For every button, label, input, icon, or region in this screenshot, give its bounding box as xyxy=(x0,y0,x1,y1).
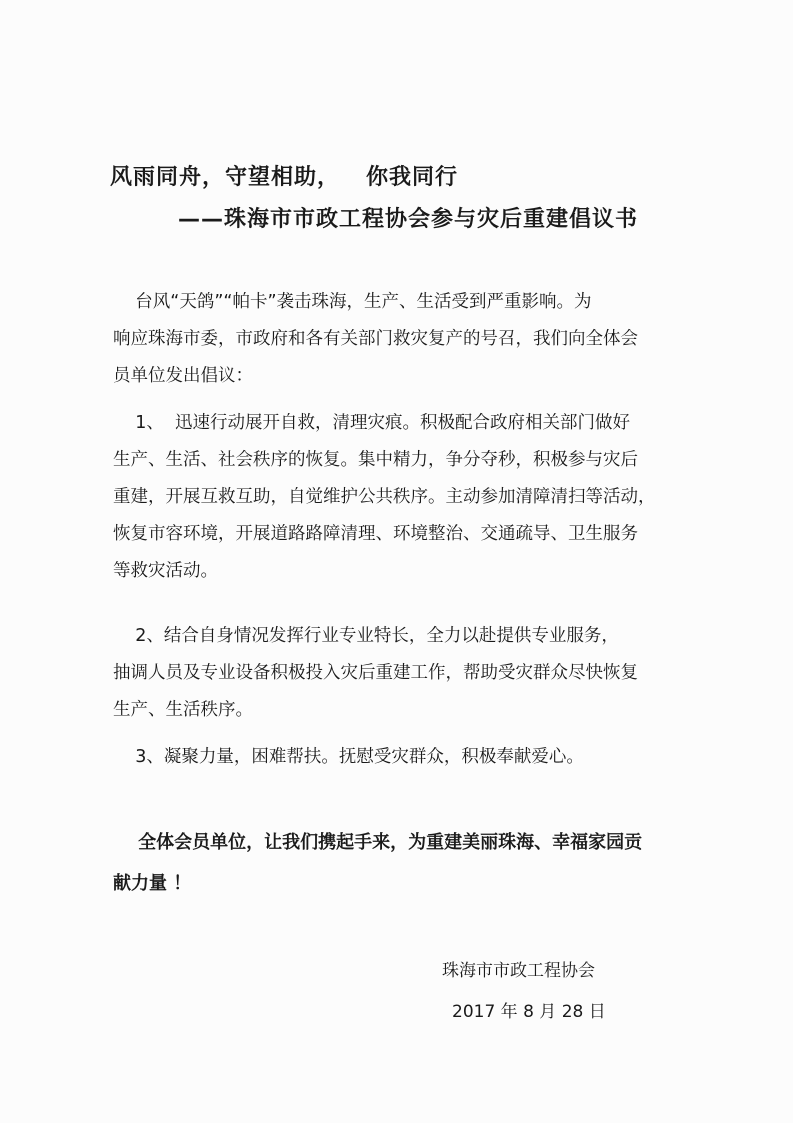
item-2-paragraph xyxy=(113,618,673,729)
text-line: 3、凝聚力量，困难帮扶。抚慰受灾群众，积极奉献爱心。 xyxy=(113,747,584,767)
text-line: 生产、生活、社会秩序的恢复。集中精力，争分夺秒，积极参与灾后 xyxy=(113,450,638,470)
text-line: 台风“天鸽”“帕卡”袭击珠海，生产、生活受到严重影响。为 xyxy=(113,292,592,312)
item-3-paragraph xyxy=(113,739,673,776)
text-line: 响应珠海市委，市政府和各有关部门救灾复产的号召，我们向全体会 xyxy=(113,329,638,349)
text-line: 等救灾活动。 xyxy=(113,561,218,581)
text-line: 重建，开展互救互助，自觉维护公共秩序。主动参加清障清扫等活动， xyxy=(113,487,656,507)
text-line: 抽调人员及专业设备积极投入灾后重建工作，帮助受灾群众尽快恢复 xyxy=(113,663,638,683)
text-line: 生产、生活秩序。 xyxy=(113,700,253,720)
text-line: 献力量 ！ xyxy=(113,873,192,894)
document-title-line-2: ——珠海市市政工程协会参与灾后重建倡议书 xyxy=(178,207,639,232)
signature-date: 2017 年 8 月 28 日 xyxy=(452,1002,606,1022)
text-line: 员单位发出倡议： xyxy=(113,366,253,386)
text-line: 2、结合自身情况发挥行业专业特长，全力以赴提供专业服务， xyxy=(113,626,619,646)
signature-organization: 珠海市市政工程协会 xyxy=(442,961,595,981)
document-title-line-1: 风雨同舟，守望相助， 你我同行 xyxy=(110,165,458,190)
text-line: 1、 迅速行动展开自救，清理灾痕。积极配合政府相关部门做好 xyxy=(113,413,631,433)
text-line: 恢复市容环境，开展道路路障清理、环境整治、交通疏导、卫生服务 xyxy=(113,524,638,544)
item-1-paragraph xyxy=(113,405,673,590)
closing-paragraph xyxy=(113,822,642,904)
text-line: 全体会员单位，让我们携起手来，为重建美丽珠海、幸福家园贡 xyxy=(113,832,643,853)
intro-paragraph xyxy=(113,284,673,395)
